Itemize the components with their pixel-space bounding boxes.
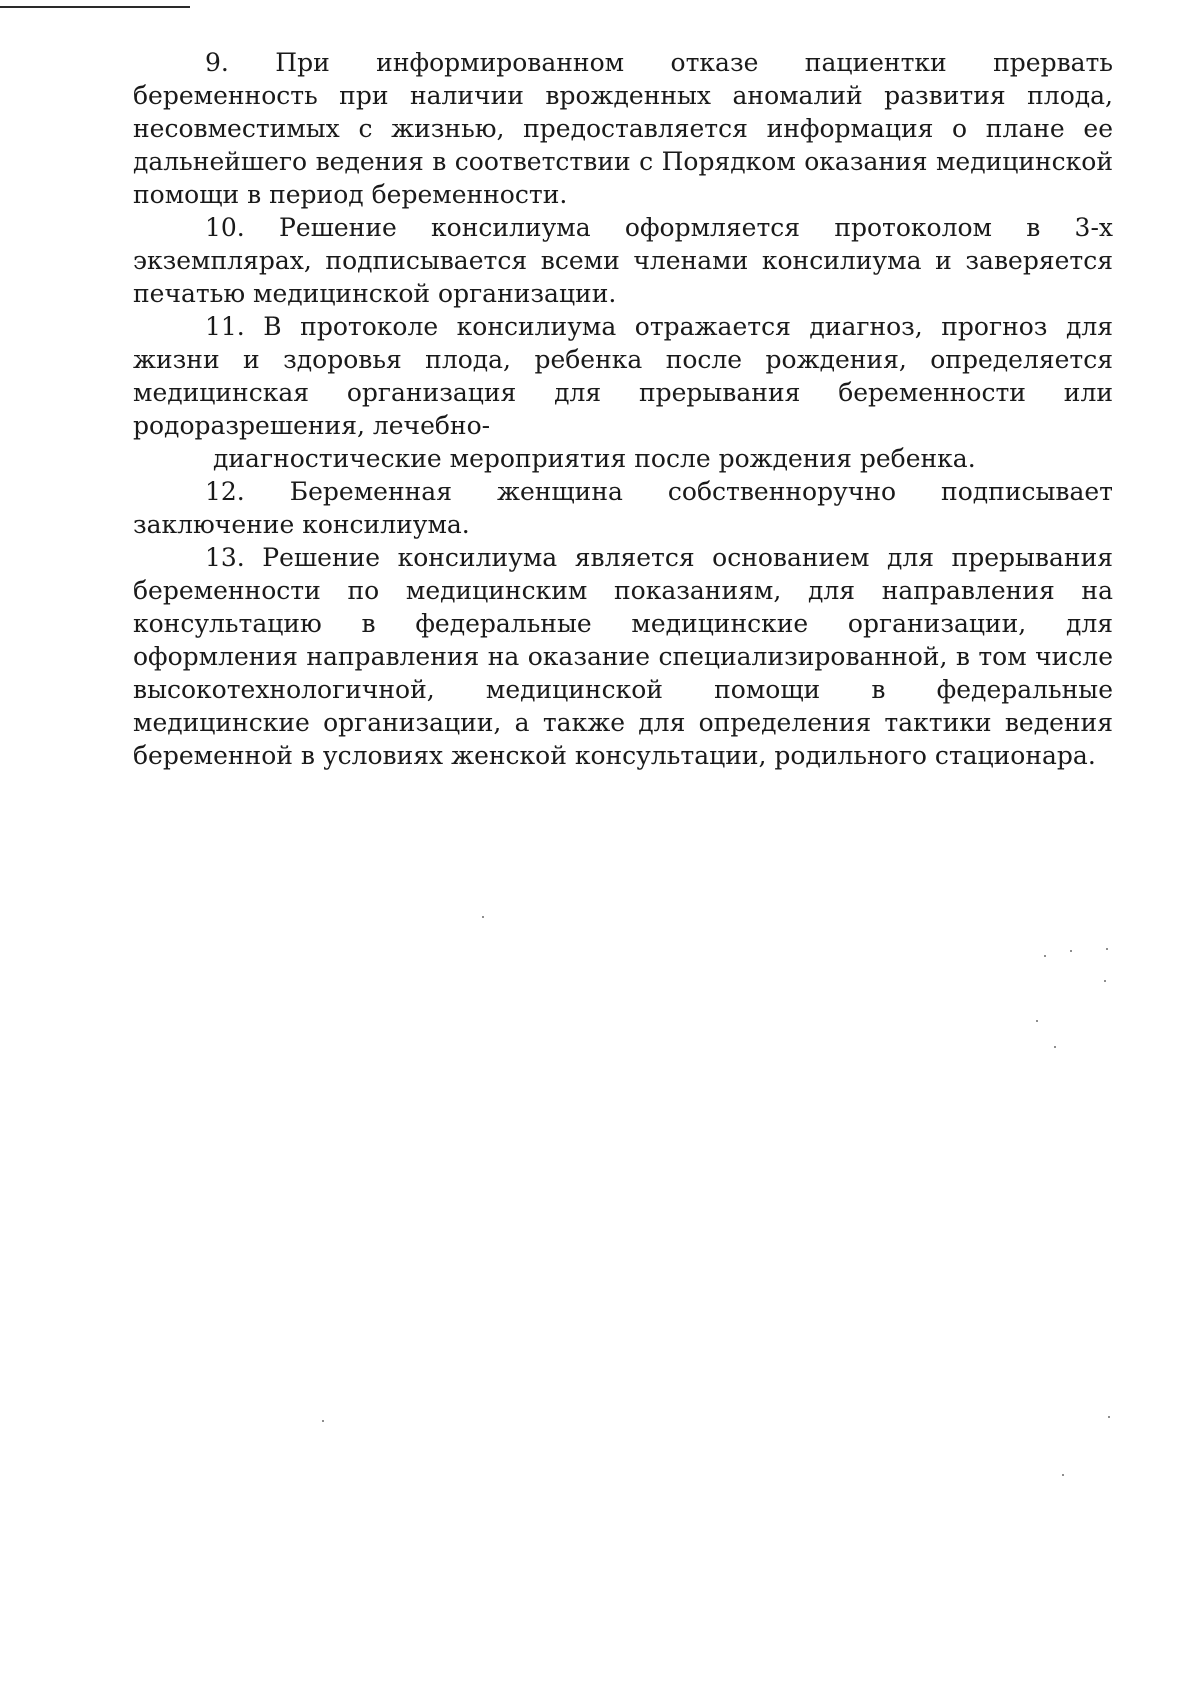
scan-speck [1108, 1416, 1110, 1418]
paragraph-12: 12. Беременная женщина собственноручно подписывает заключение консилиума. [133, 477, 1113, 539]
scan-speck [482, 916, 484, 918]
header-rule [0, 6, 190, 8]
scan-speck [1044, 955, 1046, 957]
paragraph-9: 9. При информированном отказе пациентки прервать беременность при наличии врожденных аномалий развития плода, несовместимых с жизнью, предоставляется информация о плане ее дальнейшего ведения в соответствии с Порядком оказания медицинской помощи в период беременности. [133, 48, 1113, 209]
paragraph-10: 10. Решение консилиума оформляется протоколом в 3-х экземплярах, подписывается всеми членами консилиума и заверяется печатью медицинской организации. [133, 213, 1113, 308]
paragraph-11: 11. В протоколе консилиума отражается диагноз, прогноз для жизни и здоровья плода, ребенка после рождения, определяется медицинская организация для прерывания беременности или родоразрешения, лечебно- [133, 312, 1113, 440]
paragraph-13: 13. Решение консилиума является основанием для прерывания беременности по медицинским показаниям, для направления на консультацию в федеральные медицинские организации, для оформления направления на оказание специализированной, в том числе высокотехнологичной, медицинской помощи в федеральные медицинские организации, а также для определения тактики ведения беременной в условиях женской консультации, родильного стационара. [133, 543, 1113, 770]
scan-speck [1054, 1046, 1056, 1048]
scan-speck [1106, 948, 1108, 950]
scan-speck [322, 1420, 324, 1422]
paragraph-11-continuation: диагностические мероприятия после рождения ребенка. [213, 444, 976, 473]
scan-speck [1070, 950, 1072, 952]
scan-speck [1036, 1020, 1038, 1022]
scan-speck [1062, 1474, 1064, 1476]
document-body [133, 46, 1113, 772]
scan-speck [1104, 980, 1106, 982]
